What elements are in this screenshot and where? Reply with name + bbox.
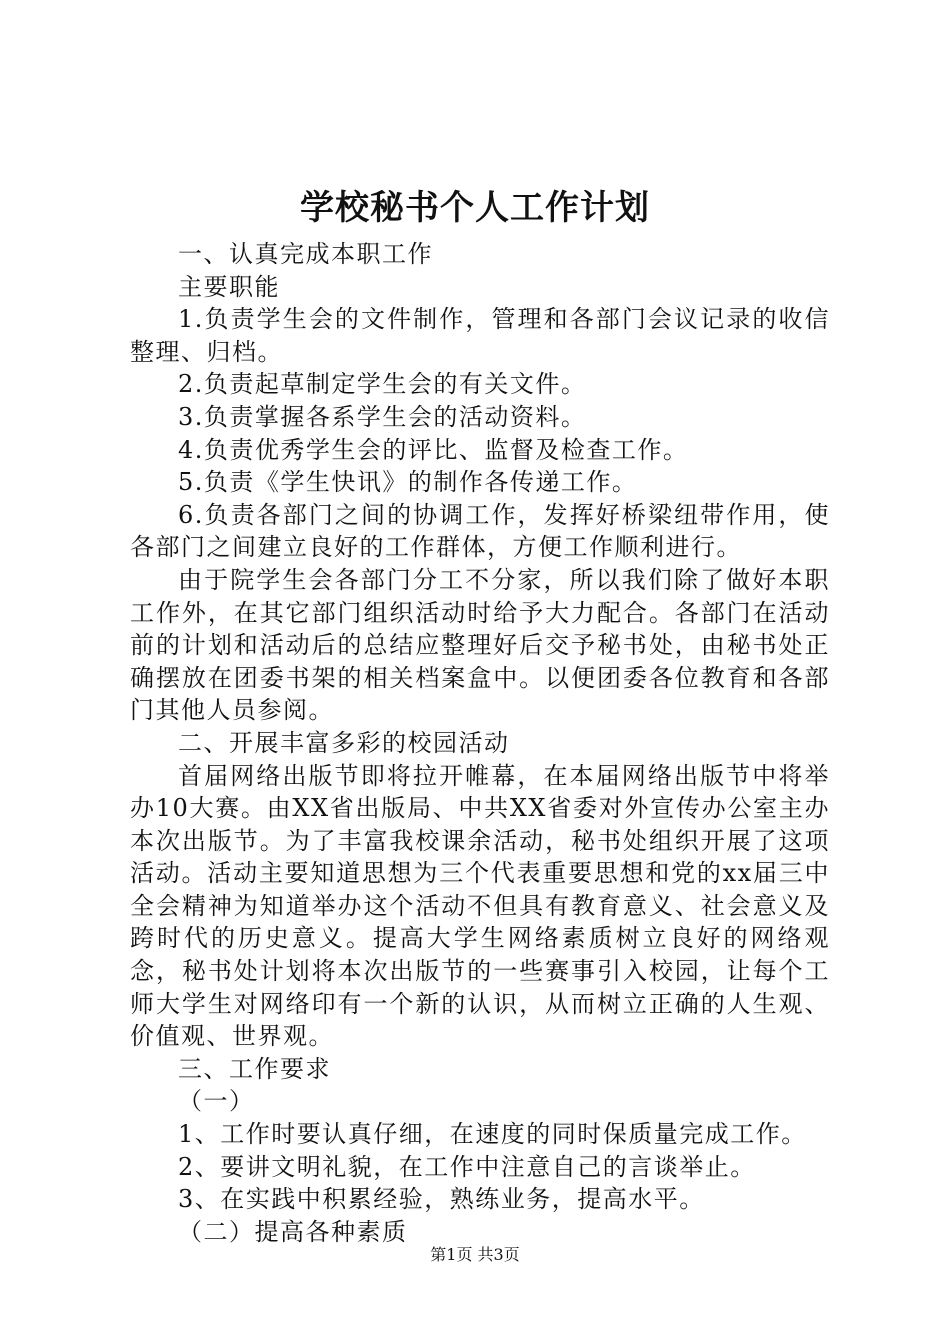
subheading-main-duties: 主要职能 <box>178 272 280 301</box>
requirement-item-2: 2、要讲文明礼貌，在工作中注意自己的言谈举止。 <box>178 1152 756 1181</box>
duty-item-6: 6.负责各部门之间的协调工作，发挥好桥梁纽带作用，使各部门之间建立良好的工作群体，方便工作顺利进行。 <box>130 500 830 562</box>
page-number-footer: 第1页 共3页 <box>430 1245 520 1264</box>
document-title: 学校秘书个人工作计划 <box>300 188 650 228</box>
duty-item-5: 5.负责《学生快讯》的制作各传递工作。 <box>178 468 638 497</box>
section-heading-2: 二、开展丰富多彩的校园活动 <box>178 728 510 757</box>
section-heading-3: 三、工作要求 <box>178 1054 331 1083</box>
requirement-item-3: 3、在实践中积累经验，熟练业务，提高水平。 <box>178 1185 705 1214</box>
cooperation-paragraph: 由于院学生会各部门分工不分家，所以我们除了做好本职工作外，在其它部门组织活动时给予大力配合。各部门在活动前的计划和活动后的总结应整理好后交予秘书处，由秘书处正确摆放在团委书架的相关档案盒中。以便团委各位教育和各部门其他人员参阅。 <box>130 565 830 725</box>
duty-item-2: 2.负责起草制定学生会的有关文件。 <box>178 370 587 399</box>
subsection-one: （一） <box>178 1087 255 1116</box>
document-body <box>130 238 830 1248</box>
section-heading-1: 一、认真完成本职工作 <box>178 240 433 268</box>
duty-item-4: 4.负责优秀学生会的评比、监督及检查工作。 <box>178 435 689 464</box>
duty-item-3: 3.负责掌握各系学生会的活动资料。 <box>178 402 587 431</box>
subsection-two: （二）提高各种素质 <box>178 1217 408 1246</box>
requirement-item-1: 1、工作时要认真仔细，在速度的同时保质量完成工作。 <box>178 1120 807 1149</box>
duty-item-1: 1.负责学生会的文件制作，管理和各部门会议记录的收信整理、归档。 <box>130 305 830 366</box>
activity-paragraph: 首届网络出版节即将拉开帷幕，在本届网络出版节中将举办10大赛。由XX省出版局、中共XX省委对外宣传办公室主办本次出版节。为了丰富我校课余活动，秘书处组织开展了这项活动。活动主要知道思想为三个代表重要思想和党的xx届三中全会精神为知道举办这个活动不但具有教育意义、社会意义及跨时代的历史意义。提高大学生网络素质树立良好的网络观念，秘书处计划将本次出版节的一些赛事引入校园，让每个工师大学生对网络印有一个新的认识，从而树立正确的人生观、价值观、世界观。 <box>130 761 830 1051</box>
